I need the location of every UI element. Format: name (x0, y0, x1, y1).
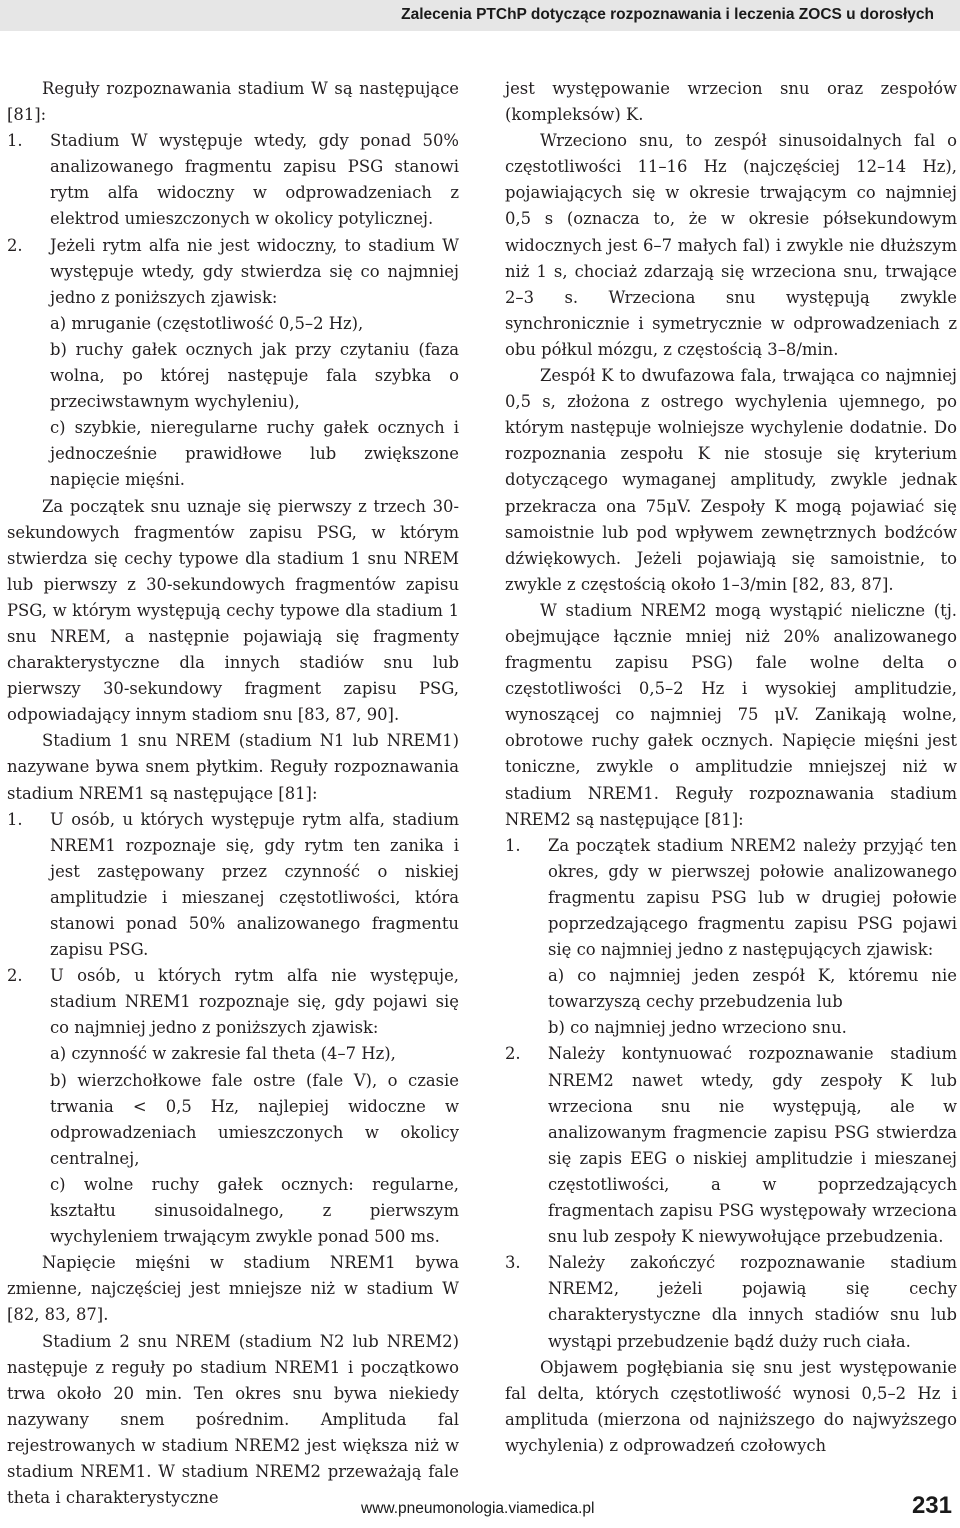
running-title: Zalecenia PTChP dotyczące rozpoznawania i leczenia ZOCS u dorosłych (401, 6, 934, 23)
paragraph: Zespół K to dwufazowa fala, trwająca co najmniej 0,5 s, złożona z ostrego wychylenia ujemnego, po którym następuje wolniejsze wychylenie dodatnie. Do rozpoznania zespołu K nie stosuje się kryterium dotyczącego wymaganej amplitudy, zwykle jednak przekracza ona 75μV. Zespoły K mogą pojawiać się samoistnie lub pod wpływem zewnętrznych bodźców dźwiękowych. Jeżeli pojawiają się samoistnie, to zwykle z częstością około 1–3/min [82, 83, 87]. (505, 366, 957, 594)
journal-url: www.pneumonologia.viamedica.pl (361, 1500, 595, 1517)
list-item (7, 963, 459, 1250)
list-text: Jeżeli rytm alfa nie jest widoczny, to stadium W występuje wtedy, gdy stwierdza się co najmniej jedno z poniższych zjawisk: (50, 235, 459, 307)
left-column (7, 76, 459, 1511)
list-number: 2. (505, 1044, 521, 1064)
list-text: Należy zakończyć rozpoznawanie stadium NREM2, jeżeli pojawią się cechy charakterystyczne dla innych stadiów snu lub wystąpi przebudzenie bądź duży ruch ciała. (548, 1253, 957, 1351)
list-text: U osób, u których rytm alfa nie występuje, stadium NREM1 rozpoznaje się, gdy pojawi się co najmniej jedno z poniższych zjawisk: (50, 966, 459, 1038)
paragraph: jest występowanie wrzecion snu oraz zespołów (kompleksów) K. (505, 79, 957, 125)
paragraph: Stadium 2 snu NREM (stadium N2 lub NREM2) następuje z reguły po stadium NREM1 i początkowo trwa około 20 min. Ten okres snu bywa niekiedy nazywany snem pośrednim. Amplituda fal rejestrowanych w stadium NREM2 jest większa niż w stadium NREM1. W stadium NREM2 przeważają fale theta i charakterystyczne (7, 1331, 459, 1508)
paragraph: Stadium 1 snu NREM (stadium N1 lub NREM1) nazywane bywa snem płytkim. Reguły rozpoznawania stadium NREM1 są następujące [81]: (7, 731, 459, 803)
sub-item: a) co najmniej jeden zespół K, któremu nie towarzyszą cechy przebudzenia lub (548, 966, 957, 1012)
paragraph: Za początek snu uznaje się pierwszy z trzech 30-sekundowych fragmentów zapisu PSG, w którym stwierdza się cechy typowe dla stadium 1 snu NREM lub pierwszy z 30-sekundowych fragmentów zapisu PSG, w którym występują cechy typowe dla stadium 1 snu NREM, a następnie pojawiają się fragmenty charakterystyczne dla innych stadiów snu lub pierwszy 30-sekundowy fragment zapisu PSG, odpowiadający innym stadiom snu [83, 87, 90]. (7, 496, 459, 725)
sub-item: c) szybkie, nieregularne ruchy gałek ocznych i jednocześnie prawidłowe lub zwiększone napięcie mięśni. (50, 418, 459, 490)
sub-item: a) czynność w zakresie fal theta (4–7 Hz), (50, 1044, 396, 1064)
paragraph: Reguły rozpoznawania stadium W są następujące [81]: (7, 79, 459, 125)
list-number: 1. (505, 835, 521, 855)
page-number: 231 (911, 1492, 952, 1519)
list-text: Za początek stadium NREM2 należy przyjąć ten okres, gdy w pierwszej połowie analizowanego fragmentu zapisu PSG lub w drugiej połowie poprzedzającego fragmentu zapisu PSG pojawi się co najmniej jedno z następujących zjawisk: (548, 835, 957, 960)
list-number: 2. (7, 966, 23, 986)
paragraph: Objawem pogłębiania się snu jest występowanie fal delta, których częstotliwość wynosi 0,5–2 Hz i amplituda (mierzona od najniższego do najwyższego wychylenia) z odprowadzeń czołowych (505, 1357, 957, 1455)
list-text: U osób, u których występuje rytm alfa, stadium NREM1 rozpoznaje się, gdy rytm ten zanika i jest zastępowany przez czynność o niskiej amplitudzie i mieszanej częstotliwości, która stanowi ponad 50% analizowanego fragmentu zapisu PSG. (50, 809, 459, 960)
list-number: 1. (7, 131, 23, 151)
paragraph: W stadium NREM2 mogą wystąpić nieliczne (tj. obejmujące łącznie mniej niż 20% analizowanego fragmentu zapisu PSG) fale wolne delta o częstotliwości 0,5–2 Hz i wysokiej amplitudzie, wynoszącej co najmniej 75 μV. Zanikają wolne, obrotowe ruchy gałek ocznych. Napięcie mięśni jest toniczne, zwykle o amplitudzie mniejszej niż w stadium NREM1. Reguły rozpoznawania stadium NREM2 są następujące [81]: (505, 600, 957, 829)
sub-item: b) ruchy gałek ocznych jak przy czytaniu (faza wolna, po której następuje fala szybka o przeciwstawnym wychyleniu), (50, 339, 459, 412)
list-item (7, 128, 459, 232)
list-number: 1. (7, 809, 23, 829)
sub-item: b) co najmniej jedno wrzeciono snu. (548, 1018, 847, 1038)
sub-item: a) mruganie (częstotliwość 0,5–2 Hz), (50, 313, 364, 333)
list-item (7, 807, 459, 964)
list-item (505, 833, 957, 1042)
list-number: 3. (505, 1253, 521, 1273)
paragraph: Napięcie mięśni w stadium NREM1 bywa zmienne, najczęściej jest mniejsze niż w stadium W [82, 83, 87]. (7, 1253, 459, 1325)
list-text: Należy kontynuować rozpoznawanie stadium NREM2 nawet wtedy, gdy zespoły K lub wrzeciona snu nie występują, ale w analizowanym fragmencie zapisu PSG stwierdza się zapis EEG o niskiej amplitudzie i mieszanej częstotliwości, a w poprzedzających fragmentach zapisu PSG występowały wrzeciona snu lub zespoły K niewywołujące przebudzenia. (548, 1044, 957, 1247)
right-column (505, 76, 957, 1459)
list-item (505, 1250, 957, 1354)
sub-item: c) wolne ruchy gałek ocznych: regularne, kształtu sinusoidalnego, z pierwszym wychyleniem trwającym zwykle ponad 500 ms. (50, 1174, 459, 1247)
list-text: Stadium W występuje wtedy, gdy ponad 50% analizowanego fragmentu zapisu PSG stanowi rytm alfa widoczny w odprowadzeniach z elektrod umieszczonych w okolicy potylicznej. (50, 131, 459, 229)
list-item (7, 233, 459, 494)
page-header (0, 0, 960, 31)
sub-item: b) wierzchołkowe fale ostre (fale V), o czasie trwania < 0,5 Hz, najlepiej widoczne w odprowadzeniach umieszczonych w okolicy centralnej, (50, 1070, 459, 1168)
paragraph: Wrzeciono snu, to zespół sinusoidalnych fal o częstotliwości 11–16 Hz (najczęściej 12–14 Hz), pojawiających się w okresie trwającym co najmniej 0,5 s (oznacza to, że w okresie półsekundowym widocznych jest 6–7 małych fal) i zwykle nie dłuższym niż 1 s, chociaż zdarzają się wrzeciona snu, trwające 2–3 s. Wrzeciona snu występują zwykle synchronicznie i symetrycznie w odprowadzeniach z obu półkul mózgu, z częstością 3–8/min. (505, 131, 957, 359)
list-item (505, 1041, 957, 1250)
list-number: 2. (7, 235, 23, 255)
